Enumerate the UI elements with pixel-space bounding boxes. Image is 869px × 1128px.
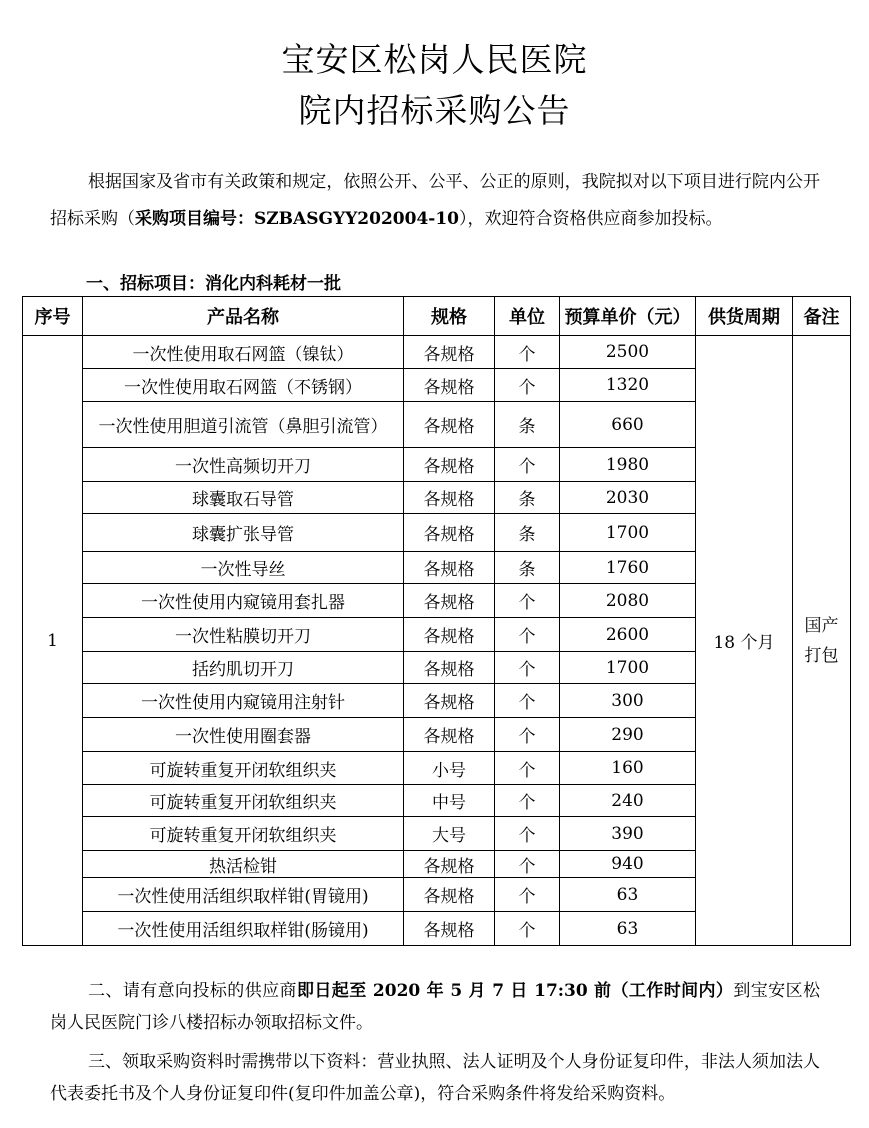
supply-period-cell: 18 个月 xyxy=(696,336,793,946)
spec-cell: 各规格 xyxy=(404,552,495,584)
spec-cell: 各规格 xyxy=(404,912,495,946)
spec-cell: 各规格 xyxy=(404,718,495,752)
header-unit: 单位 xyxy=(495,297,560,336)
header-seq: 序号 xyxy=(23,297,83,336)
product-name-cell: 可旋转重复开闭软组织夹 xyxy=(83,785,404,817)
price-cell: 160 xyxy=(560,752,696,785)
price-cell: 300 xyxy=(560,684,696,718)
intro-text-end: ），欢迎符合资格供应商参加投标。 xyxy=(459,209,723,229)
section1-heading: 一、招标项目：消化内科耗材一批 xyxy=(86,274,341,294)
procurement-table xyxy=(22,296,851,946)
product-name-cell: 一次性使用圈套器 xyxy=(83,718,404,752)
spec-cell: 中号 xyxy=(404,785,495,817)
product-name-cell: 括约肌切开刀 xyxy=(83,652,404,684)
intro-paragraph xyxy=(50,164,820,238)
spec-cell: 各规格 xyxy=(404,851,495,878)
header-supply-period: 供货周期 xyxy=(696,297,793,336)
spec-cell: 各规格 xyxy=(404,448,495,482)
price-cell: 2080 xyxy=(560,584,696,618)
product-name-cell: 一次性导丝 xyxy=(83,552,404,584)
unit-cell: 个 xyxy=(495,817,560,851)
spec-cell: 各规格 xyxy=(404,652,495,684)
deadline-text: 即日起至 2020 年 5 月 7 日 17:30 前（工作时间内） xyxy=(296,981,734,1001)
price-cell: 1700 xyxy=(560,514,696,552)
unit-cell: 个 xyxy=(495,584,560,618)
product-name-cell: 一次性高频切开刀 xyxy=(83,448,404,482)
unit-cell: 个 xyxy=(495,718,560,752)
price-cell: 290 xyxy=(560,718,696,752)
product-name-cell: 一次性使用活组织取样钳(胃镜用) xyxy=(83,878,404,912)
spec-cell: 各规格 xyxy=(404,369,495,402)
document-title-line1: 宝安区松岗人民医院 xyxy=(281,40,588,79)
spec-cell: 各规格 xyxy=(404,336,495,369)
unit-cell: 个 xyxy=(495,851,560,878)
unit-cell: 个 xyxy=(495,785,560,817)
intro-text-start: 根据国家及省市有关政策和规定，依照公开、公平、公正的原则，我院拟对以下项目进行院内公开招标采购（ xyxy=(50,172,820,229)
unit-cell: 个 xyxy=(495,369,560,402)
price-cell: 63 xyxy=(560,912,696,946)
table-row xyxy=(23,336,851,369)
header-note: 备注 xyxy=(793,297,851,336)
header-product-name: 产品名称 xyxy=(83,297,404,336)
product-name-cell: 热活检钳 xyxy=(83,851,404,878)
spec-cell: 小号 xyxy=(404,752,495,785)
price-cell: 240 xyxy=(560,785,696,817)
spec-cell: 各规格 xyxy=(404,684,495,718)
price-cell: 1760 xyxy=(560,552,696,584)
unit-cell: 个 xyxy=(495,618,560,652)
note-cell: 国产打包 xyxy=(793,336,851,946)
unit-cell: 条 xyxy=(495,482,560,514)
document-title-line2: 院内招标采购公告 xyxy=(298,91,571,130)
section2-text-start: 二、请有意向投标的供应商 xyxy=(88,981,297,1001)
price-cell: 2030 xyxy=(560,482,696,514)
product-name-cell: 一次性使用活组织取样钳(肠镜用) xyxy=(83,912,404,946)
unit-cell: 个 xyxy=(495,684,560,718)
spec-cell: 各规格 xyxy=(404,618,495,652)
product-name-cell: 可旋转重复开闭软组织夹 xyxy=(83,752,404,785)
price-cell: 2500 xyxy=(560,336,696,369)
price-cell: 63 xyxy=(560,878,696,912)
header-spec: 规格 xyxy=(404,297,495,336)
product-name-cell: 球囊扩张导管 xyxy=(83,514,404,552)
unit-cell: 个 xyxy=(495,912,560,946)
unit-cell: 条 xyxy=(495,514,560,552)
product-name-cell: 一次性使用胆道引流管（鼻胆引流管） xyxy=(83,402,404,448)
section2-paragraph xyxy=(50,975,820,1039)
spec-cell: 各规格 xyxy=(404,878,495,912)
price-cell: 390 xyxy=(560,817,696,851)
spec-cell: 各规格 xyxy=(404,402,495,448)
table-header-row xyxy=(23,297,851,336)
project-number: 采购项目编号：SZBASGYY202004-10 xyxy=(135,209,459,229)
spec-cell: 各规格 xyxy=(404,482,495,514)
product-name-cell: 一次性使用内窥镜用注射针 xyxy=(83,684,404,718)
product-name-cell: 可旋转重复开闭软组织夹 xyxy=(83,817,404,851)
header-budget-price: 预算单价（元） xyxy=(560,297,696,336)
price-cell: 1980 xyxy=(560,448,696,482)
unit-cell: 个 xyxy=(495,652,560,684)
table-body xyxy=(23,336,851,946)
product-name-cell: 球囊取石导管 xyxy=(83,482,404,514)
price-cell: 1700 xyxy=(560,652,696,684)
spec-cell: 大号 xyxy=(404,817,495,851)
price-cell: 1320 xyxy=(560,369,696,402)
unit-cell: 个 xyxy=(495,448,560,482)
unit-cell: 个 xyxy=(495,752,560,785)
product-name-cell: 一次性粘膜切开刀 xyxy=(83,618,404,652)
unit-cell: 条 xyxy=(495,552,560,584)
unit-cell: 个 xyxy=(495,336,560,369)
price-cell: 2600 xyxy=(560,618,696,652)
unit-cell: 个 xyxy=(495,878,560,912)
section2-text-end: 到宝安区松岗人民医院门诊八楼招标办领取招标文件。 xyxy=(50,981,820,1033)
spec-cell: 各规格 xyxy=(404,584,495,618)
product-name-cell: 一次性使用取石网篮（镍钛） xyxy=(83,336,404,369)
product-name-cell: 一次性使用取石网篮（不锈钢） xyxy=(83,369,404,402)
seq-cell: 1 xyxy=(23,336,83,946)
product-name-cell: 一次性使用内窥镜用套扎器 xyxy=(83,584,404,618)
section3-paragraph: 三、领取采购资料时需携带以下资料：营业执照、法人证明及个人身份证复印件，非法人须加法人代表委托书及个人身份证复印件(复印件加盖公章)，符合采购条件将发给采购资料。 xyxy=(50,1052,820,1104)
price-cell: 660 xyxy=(560,402,696,448)
unit-cell: 条 xyxy=(495,402,560,448)
spec-cell: 各规格 xyxy=(404,514,495,552)
price-cell: 940 xyxy=(560,851,696,878)
